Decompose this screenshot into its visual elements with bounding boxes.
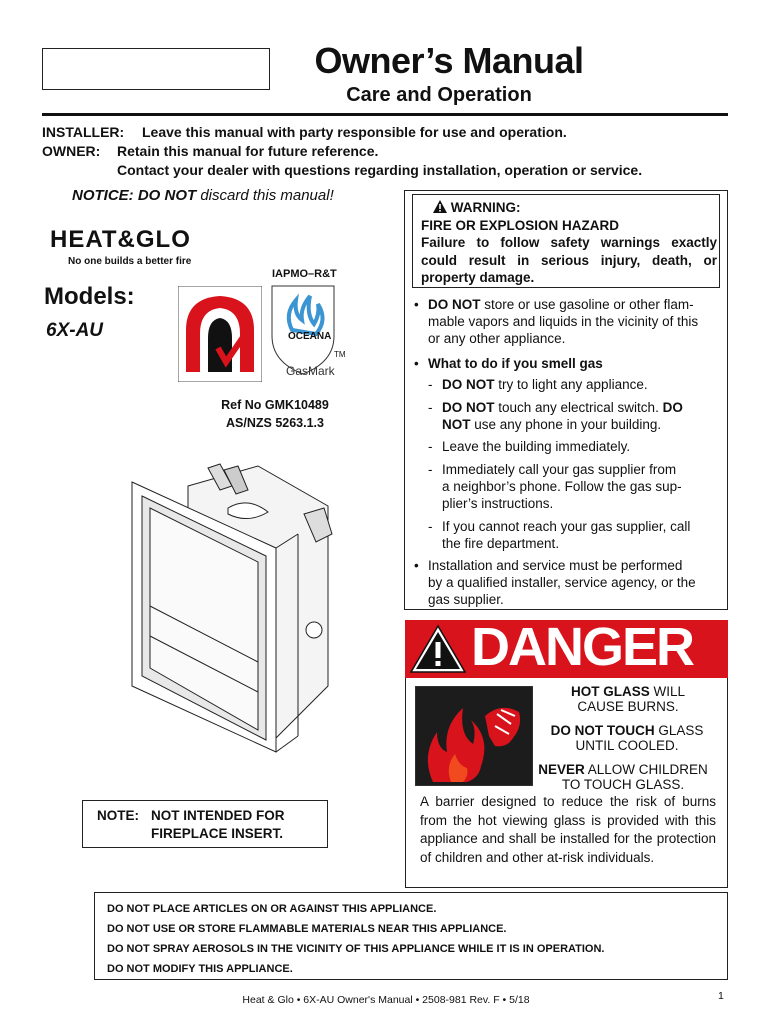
do-not-touch-bold: DO NOT TOUCH (550, 723, 655, 738)
page-title: Owner’s Manual (314, 40, 584, 81)
blank-label-box (42, 48, 270, 90)
warning-failure: Failure to follow safety warnings exactly could result in serious injury, death, or property damage. (421, 235, 717, 285)
bottom-warnings-box (94, 892, 728, 980)
call-supplier-line-3: plier’s instructions. (442, 496, 554, 511)
dash-2: - (428, 400, 433, 415)
gasoline-line-2: mable vapors and liquids in the vicinity of this (428, 314, 699, 329)
gasoline-line-3: or any other appliance. (428, 331, 566, 346)
trademark-label: TM (334, 350, 346, 359)
switch-bold: DO NOT (442, 400, 495, 415)
model-number: 6X-AU (46, 320, 104, 341)
never-line-2: TO TOUCH GLASS. (561, 777, 685, 792)
iapmo-label: IAPMO–R&T (272, 268, 337, 280)
bottom-warning-modify: DO NOT MODIFY THIS APPLIANCE. (107, 963, 293, 975)
hot-glass-bold: HOT GLASS (570, 684, 650, 699)
call-supplier-line-1: Immediately call your gas supplier from (442, 462, 677, 477)
do-not-light-text: try to light any appliance. (494, 377, 648, 392)
standard-number: AS/NZS 5263.1.3 (226, 416, 324, 430)
page-footer: Heat & Glo • 6X-AU Owner's Manual • 2508-981 Rev. F • 5/18 (242, 994, 530, 1006)
do-not-touch-warning (530, 723, 724, 753)
do-not-light-bold: DO NOT (442, 377, 495, 392)
phone-text: use any phone in your building. (470, 417, 662, 432)
models-heading: Models: (44, 283, 135, 310)
danger-word: DANGER (471, 620, 694, 677)
warning-hazard: FIRE OR EXPLOSION HAZARD (421, 217, 620, 233)
smell-gas-heading: What to do if you smell gas (428, 356, 603, 371)
gasoline-bold: DO NOT (428, 297, 481, 312)
warning-triangle-icon (433, 200, 447, 213)
note-box (82, 800, 328, 848)
page-subtitle: Care and Operation (346, 84, 532, 106)
bottom-warning-aerosols: DO NOT SPRAY AEROSOLS IN THE VICINITY OF THIS APPLIANCE WHILE IT IS IN OPERATION. (107, 943, 605, 955)
gasoline-line-1 (428, 296, 694, 313)
ref-number: Ref No GMK10489 (221, 398, 329, 412)
do-not-use-phone (442, 416, 661, 433)
hot-glass-rest: WILL (649, 684, 686, 699)
bottom-warning-articles: DO NOT PLACE ARTICLES ON OR AGAINST THIS APPLIANCE. (107, 903, 437, 915)
warning-header-box (412, 194, 720, 288)
owner-label: OWNER: (42, 143, 101, 159)
hot-glass-line-2: CAUSE BURNS. (577, 699, 679, 714)
certification-mark-icon (178, 286, 262, 382)
barrier-text: A barrier designed to reduce the risk of burns from the hot viewing glass is provided with this appliance and shall be installed for the protection of children and other at-risk individuals. (420, 794, 716, 865)
bottom-warning-flammable: DO NOT USE OR STORE FLAMMABLE MATERIALS NEAR THIS APPLIANCE. (107, 923, 507, 935)
notice-bold: NOTICE: DO NOT (72, 187, 197, 204)
dash-4: - (428, 462, 433, 477)
switch-text: touch any electrical switch. (494, 400, 663, 415)
brand-tagline: No one builds a better fire (68, 256, 192, 267)
notice-rest: discard this manual! (196, 187, 334, 204)
never-bold: NEVER (538, 762, 585, 777)
contact-instruction (117, 162, 642, 178)
fire-dept-line-2: the fire department. (442, 536, 560, 551)
never-allow-warning (522, 762, 724, 792)
oceana-gasmark-icon (270, 284, 336, 376)
warning-heading: WARNING: (450, 200, 521, 215)
header-divider (42, 113, 728, 116)
installer-instruction (42, 124, 567, 140)
fire-dept-line-1: If you cannot reach your gas supplier, call (442, 519, 691, 534)
owner-text: Retain this manual for future reference. (117, 143, 379, 159)
never-rest: ALLOW CHILDREN (584, 762, 708, 777)
page-number: 1 (718, 990, 724, 1002)
reference-block (200, 396, 350, 432)
installation-line-2: by a qualified installer, service agency, or the (428, 575, 696, 590)
note-line-2: FIREPLACE INSERT. (151, 826, 284, 841)
do-not-touch-line-2: UNTIL COOLED. (575, 738, 679, 753)
danger-banner (405, 620, 728, 678)
bullet-installation: • (414, 558, 419, 573)
hot-glass-burn-icon (415, 686, 533, 786)
dash-5: - (428, 519, 433, 534)
owner-instruction (42, 143, 378, 159)
phone-bold-a: DO (662, 400, 683, 415)
notice-text (72, 187, 334, 204)
dash-1: - (428, 377, 433, 392)
leave-building: Leave the building immediately. (442, 439, 631, 454)
do-not-touch-switch (442, 399, 683, 416)
gasoline-text-1: store or use gasoline or other flam- (480, 297, 694, 312)
installer-text: Leave this manual with party responsible for use and operation. (142, 124, 567, 140)
oceana-label: OCEANA (288, 331, 332, 342)
hot-glass-warning (538, 684, 718, 714)
do-not-light (442, 376, 648, 393)
bullet-smell-gas: • (414, 356, 419, 371)
gasmark-label: GasMark (286, 364, 335, 378)
installation-line-3: gas supplier. (428, 592, 504, 607)
call-supplier-line-2: a neighbor’s phone. Follow the gas sup- (442, 479, 682, 494)
do-not-touch-rest: GLASS (654, 723, 704, 738)
installation-line-1: Installation and service must be performed (428, 558, 683, 573)
danger-exclamation-icon (409, 624, 467, 674)
note-line-1: NOT INTENDED FOR (151, 808, 285, 823)
note-label: NOTE: (97, 808, 139, 823)
bullet-gasoline: • (414, 297, 419, 312)
installer-label: INSTALLER: (42, 124, 125, 140)
contact-text: Contact your dealer with questions regarding installation, operation or service. (117, 162, 643, 178)
heatnglo-logo: HEAT&GLO (50, 226, 191, 253)
dash-3: - (428, 439, 433, 454)
fireplace-illustration (128, 456, 340, 756)
phone-bold-b: NOT (442, 417, 471, 432)
